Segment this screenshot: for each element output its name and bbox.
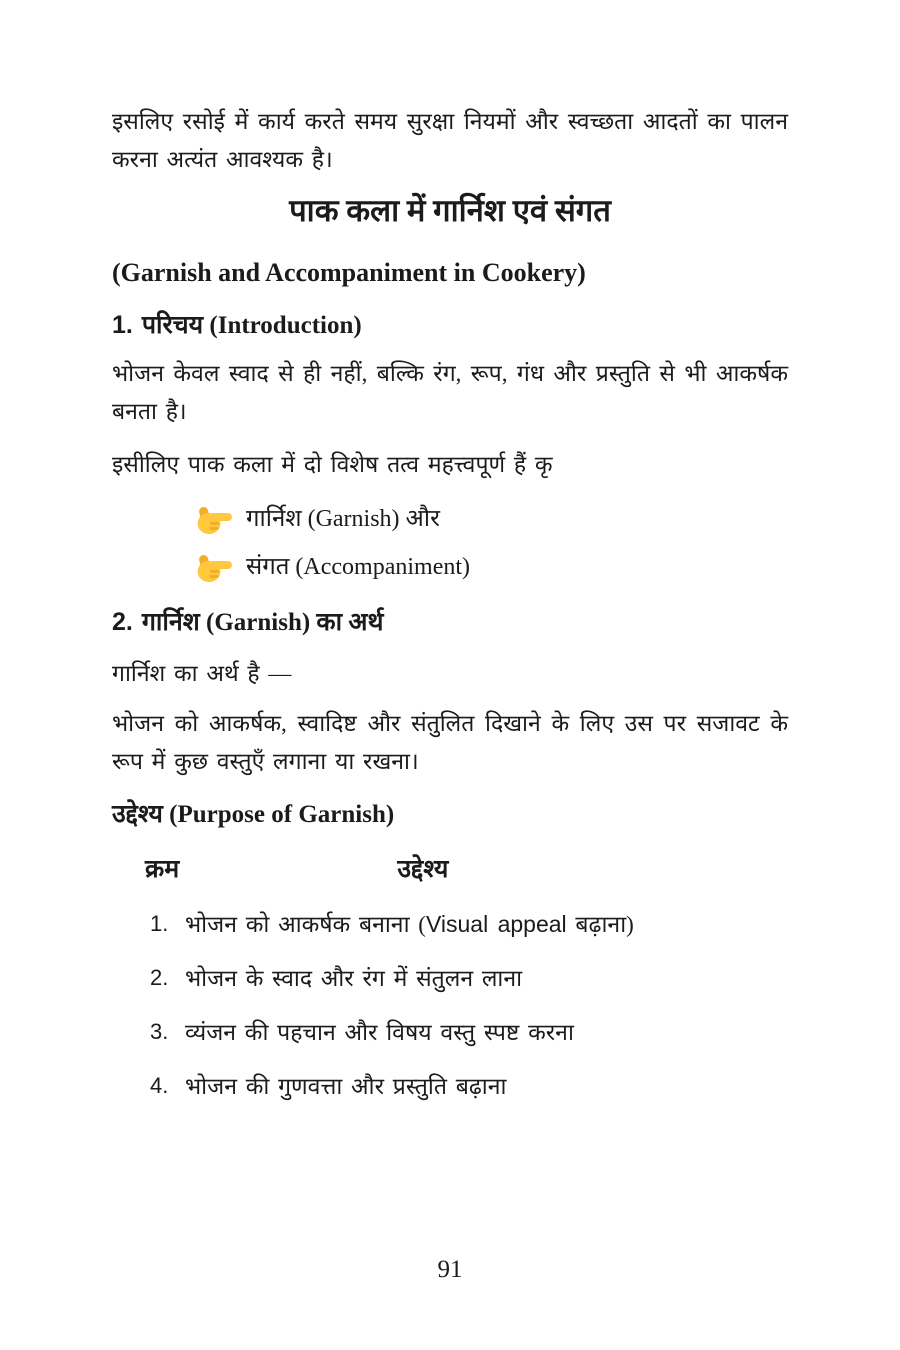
purpose-item-3 (112, 1013, 812, 1052)
section1-heading (112, 308, 788, 343)
chapter-title-english: (Garnish and Accompaniment in Cookery) (112, 258, 586, 287)
item-text: भोजन के स्वाद और रंग में संतुलन लाना (185, 966, 523, 991)
purpose-list (112, 905, 812, 1121)
column-header-kram: क्रम (145, 856, 180, 883)
item-number: 3. (150, 1019, 169, 1044)
section2-heading (112, 605, 788, 640)
section2-number: 2. (112, 608, 133, 636)
bullet-item-accompaniment (196, 548, 470, 586)
bullet-label: संगत (Accompaniment) (246, 554, 471, 580)
highlight-bullet-list (196, 500, 470, 596)
chapter-title-hindi: पाक कला में गार्निश एवं संगत (289, 193, 611, 228)
section2-paragraph-1: गार्निश का अर्थ है — (112, 661, 292, 686)
item-number: 1. (150, 911, 169, 936)
purpose-item-1 (112, 905, 812, 944)
purpose-item-4 (112, 1067, 812, 1106)
intro-paragraph: इसलिए रसोई में कार्य करते समय सुरक्षा नियमों और स्वच्छता आदतों का पालन करना अत्यंत आवश्यक है। (112, 109, 788, 172)
section1-number: 1. (112, 311, 133, 339)
purpose-heading: उद्देश्य (Purpose of Garnish) (112, 801, 395, 828)
item-text: व्यंजन की पहचान और विषय वस्तु स्पष्ट करना (185, 1020, 574, 1045)
column-header-uddeshya: उद्देश्य (397, 856, 449, 883)
item-english-text: Visual appeal (425, 911, 567, 937)
section1-paragraph-1: भोजन केवल स्वाद से ही नहीं, बल्कि रंग, रूप, गंध और प्रस्तुति से भी आकर्षक बनता है। (112, 361, 788, 424)
page-number: 91 (437, 1256, 463, 1283)
section2-paragraph-2: भोजन को आकर्षक, स्वादिष्ट और संतुलित दिखाने के लिए उस पर सजावट के रूप में कुछ वस्तुएँ लगाना या रखना। (112, 711, 788, 774)
purpose-table-header (112, 853, 788, 887)
section1-heading-text: परिचय (Introduction) (141, 312, 362, 339)
pointing-right-icon (196, 552, 232, 583)
section2-heading-text: गार्निश (Garnish) का अर्थ (141, 609, 384, 636)
bullet-item-garnish (196, 500, 470, 538)
section1-paragraph-2: इसीलिए पाक कला में दो विशेष तत्व महत्त्वपूर्ण हैं कृ (112, 452, 553, 477)
item-number: 2. (150, 965, 169, 990)
item-number: 4. (150, 1073, 169, 1098)
pointing-right-icon (196, 504, 232, 535)
item-text: भोजन की गुणवत्ता और प्रस्तुति बढ़ाना (185, 1074, 507, 1099)
purpose-item-2 (112, 959, 812, 998)
bullet-label: गार्निश (Garnish) और (246, 506, 440, 532)
item-text: भोजन को आकर्षक बनाना (Visual appeal बढ़ाना) (185, 911, 634, 937)
